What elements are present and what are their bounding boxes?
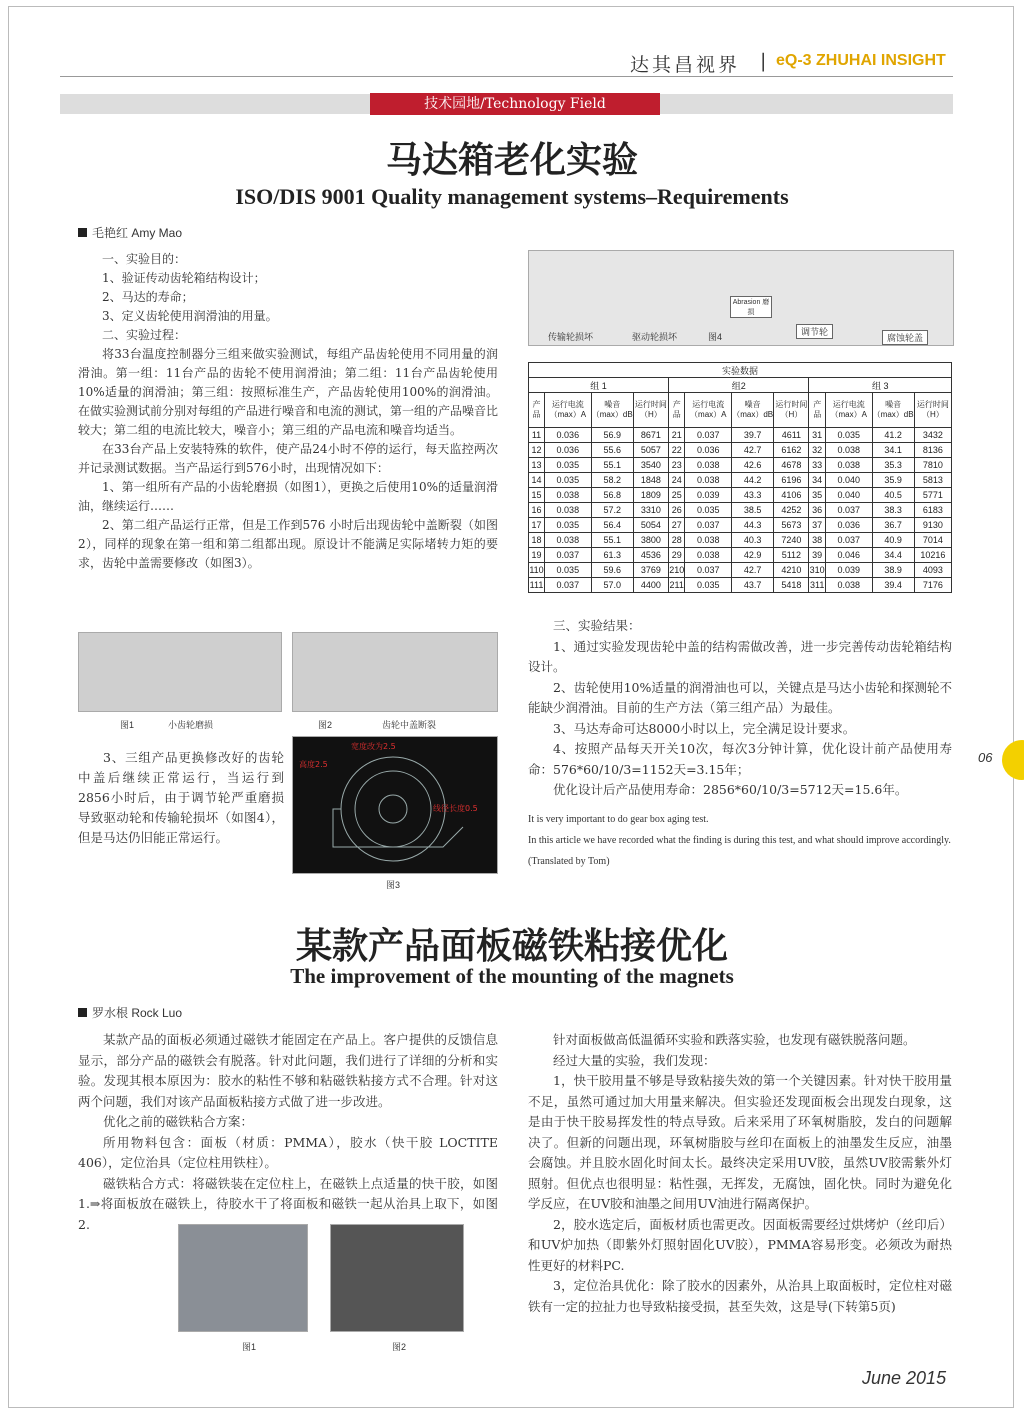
article1-english-notes [528,812,952,869]
article2-figure2-caption: 图2 [392,1342,407,1352]
table-cell: 23 [669,458,685,473]
table-cell: 43.7 [732,578,774,593]
table-cell: 0.036 [825,518,872,533]
paragraph: 1、验证传动齿轮箱结构设计； [102,271,266,285]
column-header: 运行电流（max）A [544,393,591,428]
table-cell: 56.4 [591,518,633,533]
table-cell: 18 [529,533,545,548]
table-row [529,473,952,488]
table-cell: 4611 [774,428,809,443]
paragraph: 3、马达寿命可达8000小时以上，完全满足设计要求。 [553,720,856,736]
table-cell: 111 [529,578,545,593]
english-note: (Translated by Tom) [528,856,610,867]
table-cell: 7240 [774,533,809,548]
table-cell: 42.7 [732,443,774,458]
table-cell: 0.038 [685,548,732,563]
article2-right-text [528,1030,952,1317]
column-header: 运行电流（max）A [685,393,732,428]
table-cell: 22 [669,443,685,458]
table-cell: 14 [529,473,545,488]
table-cell: 37 [809,518,825,533]
table-cell: 4400 [633,578,668,593]
table-cell: 0.037 [685,563,732,578]
table-cell: 0.038 [685,533,732,548]
table-cell: 311 [809,578,825,593]
table-cell: 0.038 [825,458,872,473]
table-cell: 27 [669,518,685,533]
paragraph: 磁铁粘合方式：将磁铁装在定位柱上，在磁铁上点适量的快干胶，如图1.⇒将面板放在磁铁上，待胶水干了将面板和磁铁一起从治具上取下，如图2. [78,1175,498,1232]
table-cell: 5057 [633,443,668,458]
article2-figure2-photo [330,1224,464,1332]
table-cell: 6183 [914,503,951,518]
table-cell: 0.038 [825,578,872,593]
article1-author: 毛艳红 Amy Mao [78,224,182,241]
paragraph: 2、第二组产品运行正常，但是工作到576 小时后出现齿轮中盖断裂（如图2），同样的现象在第一组和第二组都出现。原设计不能满足实际堵转力矩的要求，齿轮中盖需要修改（如图3）。 [78,518,498,570]
paragraph: 优化之前的磁铁粘合方案： [103,1114,254,1129]
table-cell: 41.2 [872,428,914,443]
table-cell: 0.038 [685,473,732,488]
table-cell: 58.2 [591,473,633,488]
table-cell: 0.035 [685,503,732,518]
paragraph: 1，快干胶用量不够是导致粘接失效的第一个关键因素。针对快干胶用量不足，虽然可通过加大用量来解决。但实验还发现面板会出现发白现象，这是由于快干胶易挥发性的特点导致。后来采用了环氧树脂胶，发白的问题解决了。但新的问题出现，环氧树脂胶与丝印在面板上的油墨发生反应，油墨会腐蚀。并且胶水固化时间太长。最终决定采用UV胶，虽然UV胶需紫外灯照射。但优点也很明显：粘性强，无挥发，无腐蚀，固化快。同时为避免化学反应，在UV胶和油墨之间用UV油进行隔离保护。 [528,1073,952,1211]
figure4-callout: Abrasion 磨损 [730,296,772,318]
table-cell: 39.7 [732,428,774,443]
table-cell: 9130 [914,518,951,533]
table-cell: 21 [669,428,685,443]
table-cell: 40.9 [872,533,914,548]
table-cell: 29 [669,548,685,563]
paragraph: 三、实验结果： [553,618,641,633]
table-cell: 0.040 [825,473,872,488]
table-row [529,518,952,533]
table-cell: 0.037 [685,518,732,533]
table-cell: 55.1 [591,458,633,473]
column-header: 产品 [669,393,685,428]
article2-author: 罗水根 Rock Luo [78,1004,182,1021]
table-cell: 0.035 [685,578,732,593]
column-header: 运行电流（max）A [825,393,872,428]
article2-left-text [78,1030,498,1235]
table-cell: 0.037 [544,578,591,593]
table-cell: 59.6 [591,563,633,578]
paragraph: 某款产品的面板必须通过磁铁才能固定在产品上。客户提供的反馈信息显示，部分产品的磁铁会有脱落。针对此问题，我们进行了详细的分析和实验。发现其根本原因为：胶水的粘性不够和粘磁铁粘接方式不合理。针对这两个问题，我们对该产品面板粘接方式做了进一步改进。 [78,1032,498,1109]
table-cell: 8136 [914,443,951,458]
paragraph: 所用物料包含：面板（材质：PMMA），胶水（快干胶 LOCTITE 406），定位治具（定位柱用铁柱）。 [78,1134,498,1170]
table-cell: 55.6 [591,443,633,458]
table-cell: 0.036 [544,428,591,443]
table-cell: 16 [529,503,545,518]
table-cell: 0.038 [544,533,591,548]
table-cell: 36 [809,503,825,518]
table-body [529,428,952,593]
table-cell: 4210 [774,563,809,578]
table-cell: 40.3 [732,533,774,548]
section-label: 技术园地/Technology Field [370,93,660,115]
table-cell: 0.037 [544,548,591,563]
table-cell: 0.037 [825,503,872,518]
table-cell: 1809 [633,488,668,503]
table-cell: 34.4 [872,548,914,563]
table-cell: 0.038 [544,503,591,518]
table-cell: 56.8 [591,488,633,503]
table-cell: 211 [669,578,685,593]
table-cell: 11 [529,428,545,443]
table-cell: 56.9 [591,428,633,443]
table-cell: 0.046 [825,548,872,563]
table-cell: 5054 [633,518,668,533]
table-group-header: 组2 [669,378,809,393]
table-cell: 0.035 [544,563,591,578]
table-cell: 34.1 [872,443,914,458]
figure3-caption: 图3 [386,880,401,890]
table-cell: 19 [529,548,545,563]
figure4-label: 传输轮损坏 [548,332,594,342]
figure2-caption: 图2 [318,720,333,730]
table-cell: 43.3 [732,488,774,503]
paragraph: 4、按照产品每天开关10次，每次3分钟计算，优化设计前产品使用寿命：576*60/10/3=1152天=3.15年； [528,741,952,777]
table-cell: 24 [669,473,685,488]
table-cell: 32 [809,443,825,458]
table-cell: 310 [809,563,825,578]
figure2-photo [292,632,498,712]
table-cell: 0.037 [685,428,732,443]
column-header: 产品 [809,393,825,428]
column-header: 运行时间（H） [774,393,809,428]
table-row [529,548,952,563]
table-cell: 35.9 [872,473,914,488]
article2-figure1-photo [178,1224,308,1332]
page-number: 06 [978,750,993,765]
paragraph: 将33台温度控制器分三组来做实验测试，每组产品齿轮使用不同用量的润滑油。第一组：11台产品的齿轮不使用润滑油；第二组：11台产品齿轮使用10%适量的润滑油；第三组：按照标准生产，产品齿轮使用100%的润滑油。在做实验测试前分别对每组的产品进行噪音和电流的测试，第一组的产品噪音比较大；第二组的电流比较大，噪音小；第三组的产品电流和噪音均适当。 [78,347,499,437]
column-header: 运行时间（H） [633,393,668,428]
figure1-label: 小齿轮磨损 [168,720,214,730]
issue-date: June 2015 [862,1368,947,1388]
paragraph: 3、定义齿轮使用润滑油的用量。 [102,309,278,323]
table-cell: 33 [809,458,825,473]
table-cell: 42.6 [732,458,774,473]
paragraph: 二、实验过程： [102,328,187,342]
table-cell: 0.036 [685,443,732,458]
table-cell: 0.040 [825,488,872,503]
table-row [529,488,952,503]
figure3-annotation: 线径长度0.5 [433,804,478,813]
figure4-callout: 腐蚀轮盖 [882,330,928,345]
magazine-title-cn: 达其昌视界 [630,54,741,76]
figure1-photo [78,632,282,712]
experiment-data-table [528,362,952,593]
table-cell: 0.038 [825,443,872,458]
table-cell: 110 [529,563,545,578]
table-cell: 57.2 [591,503,633,518]
table-cell: 35 [809,488,825,503]
table-cell: 38.3 [872,503,914,518]
article1-title-en: ISO/DIS 9001 Quality management systems–Requirements [235,184,789,209]
table-row [529,503,952,518]
table-row [529,458,952,473]
paragraph: 3，定位治具优化：除了胶水的因素外，从治具上取面板时，定位柱对磁铁有一定的拉扯力也导致粘接受损，甚至失效，这是导(下转第5页) [528,1278,952,1314]
table-cell: 61.3 [591,548,633,563]
table-group-header: 组 1 [529,378,669,393]
figure1-caption: 图1 [120,720,135,730]
table-cell: 44.2 [732,473,774,488]
table-cell: 6162 [774,443,809,458]
table-cell: 0.038 [685,458,732,473]
figure2-label: 齿轮中盖断裂 [382,720,437,730]
table-cell: 4106 [774,488,809,503]
table-cell: 5673 [774,518,809,533]
table-cell: 0.035 [544,473,591,488]
table-cell: 0.038 [544,488,591,503]
paragraph: 1、第一组所有产品的小齿轮磨损（如图1），更换之后使用10%的适量润滑油，继续运行…… [78,480,498,513]
article1-right-text [528,616,952,801]
column-header: 运行时间（H） [914,393,951,428]
table-row [529,533,952,548]
table-cell: 40.5 [872,488,914,503]
table-cell: 3800 [633,533,668,548]
article1-title-cn: 马达箱老化实验 [385,139,638,181]
table-cell: 39 [809,548,825,563]
table-cell: 35.3 [872,458,914,473]
column-header: 噪音（max）dB [872,393,914,428]
table-cell: 0.039 [825,563,872,578]
table-cell: 5813 [914,473,951,488]
figure4-label: 驱动轮损坏 [632,332,678,342]
table-cell: 5418 [774,578,809,593]
table-cell: 38 [809,533,825,548]
table-cell: 38.5 [732,503,774,518]
article2-figure1-caption: 图1 [242,1342,257,1352]
table-cell: 4536 [633,548,668,563]
table-cell: 26 [669,503,685,518]
table-cell: 1848 [633,473,668,488]
table-cell: 39.4 [872,578,914,593]
table-cell: 5771 [914,488,951,503]
table-cell: 17 [529,518,545,533]
table-cell: 4093 [914,563,951,578]
table-cell: 31 [809,428,825,443]
paragraph: 2、齿轮使用10%适量的润滑油也可以，关键点是马达小齿轮和探测轮不能缺少润滑油。目前的生产方法（第三组产品）为最佳。 [528,679,952,715]
table-cell: 0.039 [685,488,732,503]
table-cell: 57.0 [591,578,633,593]
paragraph: 1、通过实验发现齿轮中盖的结构需做改善，进一步完善传动齿轮箱结构设计。 [528,638,952,674]
table-cell: 25 [669,488,685,503]
table-group-header: 组 3 [809,378,952,393]
table-cell: 38.9 [872,563,914,578]
english-note: In this article we have recorded what the finding is during this test, and what should improve accordingly. [528,835,951,846]
table-cell: 44.3 [732,518,774,533]
article1-left-text [78,250,498,573]
paragraph: 一、实验目的： [102,252,187,266]
table-cell: 13 [529,458,545,473]
figure4-callout: 调节轮 [796,324,833,339]
table-cell: 8671 [633,428,668,443]
table-cell: 7014 [914,533,951,548]
article1-para3: 3、三组产品更换修改好的齿轮中盖后继续正常运行，当运行到2856小时后，由于调节轮严重磨损导致驱动轮和传输轮损坏（如图4），但是马达仍旧能正常运行。 [78,750,284,845]
author-bullet-icon [78,1008,87,1017]
article2-title-en: The improvement of the mounting of the magnets [290,964,734,988]
english-note: It is very important to do gear box aging test. [528,814,709,825]
table-cell: 15 [529,488,545,503]
article2-title-cn: 某款产品面板磁铁粘接优化 [295,925,728,967]
table-row [529,428,952,443]
table-cell: 12 [529,443,545,458]
table-cell: 42.9 [732,548,774,563]
figure3-cad-drawing [292,736,498,874]
table-cell: 36.7 [872,518,914,533]
paragraph: 2，胶水选定后，面板材质也需更改。因面板需要经过烘烤炉（丝印后）和UV炉加热（即紫外灯照射固化UV胶），PMMA容易形变。必须改为耐热性更好的材料PC. [528,1216,952,1273]
header-rule [60,76,953,77]
paragraph: 优化设计后产品使用寿命：2856*60/10/3=5712天=15.6年。 [553,782,908,797]
table-cell: 4252 [774,503,809,518]
table-cell: 3540 [633,458,668,473]
table-cell: 3432 [914,428,951,443]
table-cell: 42.7 [732,563,774,578]
table-cell: 10216 [914,548,951,563]
paragraph: 2、马达的寿命； [102,290,194,304]
magazine-title-en: eQ-3 ZHUHAI INSIGHT [776,52,946,69]
table-cell: 0.035 [825,428,872,443]
table-cell: 4678 [774,458,809,473]
table-cell: 7176 [914,578,951,593]
table-title: 实验数据 [529,363,952,378]
table-cell: 3310 [633,503,668,518]
figure3-drawing [293,737,499,875]
author-bullet-icon [78,228,87,237]
table-cell: 34 [809,473,825,488]
header-separator: | [760,50,767,72]
table-cell: 7810 [914,458,951,473]
table-cell: 28 [669,533,685,548]
column-header: 噪音（max）dB [732,393,774,428]
figure3-annotation: 宽度改为2.5 [351,742,396,751]
table-cell: 0.036 [544,443,591,458]
paragraph: 针对面板做高低温循环实验和跌落实验，也发现有磁铁脱落问题。 [553,1032,916,1047]
table-cell: 0.035 [544,518,591,533]
table-cell: 6196 [774,473,809,488]
table-cell: 3769 [633,563,668,578]
table-cell: 5112 [774,548,809,563]
paragraph: 在33台产品上安装特殊的软件，使产品24小时不停的运行，每天监控两次并记录测试数据。当产品运行到576小时，出现情况如下： [78,442,498,475]
table-row [529,443,952,458]
paragraph: 经过大量的实验，我们发现： [553,1052,716,1068]
table-row [529,578,952,593]
table-cell: 210 [669,563,685,578]
table-cell: 0.035 [544,458,591,473]
figure3-annotation: 高度2.5 [299,760,328,769]
table-row [529,563,952,578]
figure4-caption: 图4 [708,332,723,342]
table-cell: 0.037 [825,533,872,548]
column-header: 产品 [529,393,545,428]
table-cell: 55.1 [591,533,633,548]
column-header: 噪音（max）dB [591,393,633,428]
